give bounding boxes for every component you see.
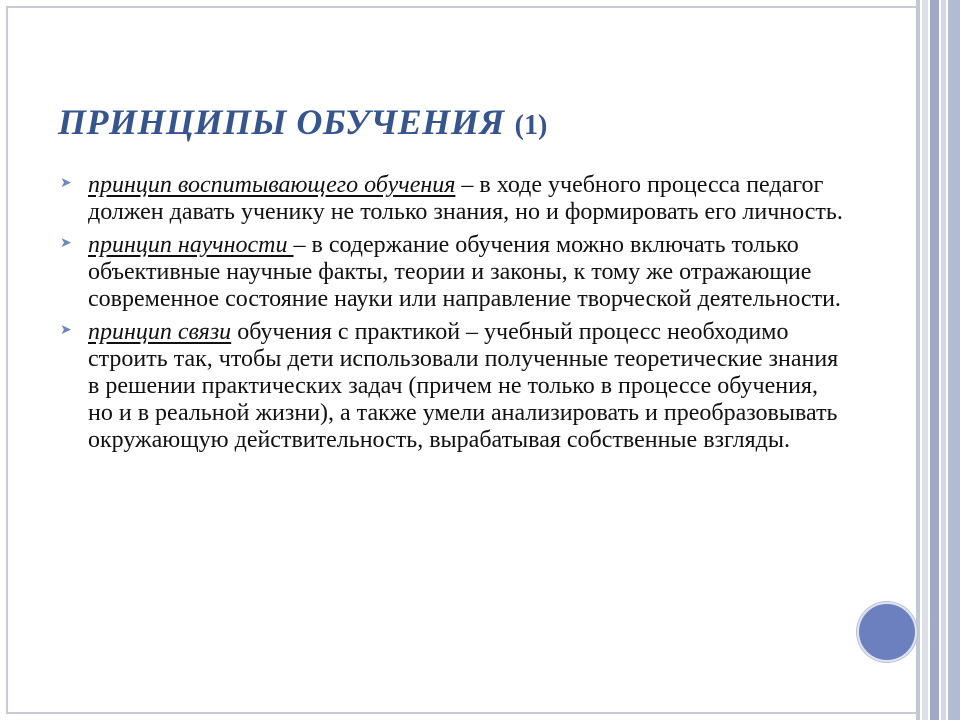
bullet-text: – в ходе учебного процесса педагог должен давать ученику не только знания, но и формировать его личность. [88,172,843,225]
decor-stripe [930,0,939,720]
decor-stripe [922,0,928,720]
chevron-right-icon: ➤ [60,323,72,338]
bullet-item [58,319,848,454]
frame-top-border [6,6,918,8]
bullet-text: обучения с практикой – учебный процесс необходимо строить так, чтобы дети использовали полученные теоретические знания в решении практических задач (причем не только в процессе обучения, но и в реальной жизни), а также умели анализировать и преобразовывать окружающую действительность, вырабатывая собственные взгляды. [88,319,839,453]
decor-stripe [941,0,946,720]
slide-title-text: ПРИНЦИПЫ ОБУЧЕНИЯ [58,102,505,142]
frame-bottom-border [6,712,918,714]
decor-stripe [948,0,960,720]
bullet-item [58,232,848,313]
bullet-term: принцип связи [88,319,232,345]
slide-title-number: (1) [514,110,548,141]
slide-title [58,100,547,148]
bullet-item [58,172,848,226]
bullet-list [58,172,848,460]
bullet-term: принцип воспитывающего обучения [88,172,456,198]
bullet-text: – в содержание обучения можно включать только объективные научные факты, теории и законы, к тому же отражающие современное состояние науки или направление творческой деятельности. [88,232,841,312]
bullet-term: принцип научности [88,232,294,258]
frame-left-border [6,6,8,714]
decor-stripe [916,0,920,720]
chevron-right-icon: ➤ [60,236,72,251]
chevron-right-icon: ➤ [60,176,72,191]
decor-circle [857,602,917,662]
